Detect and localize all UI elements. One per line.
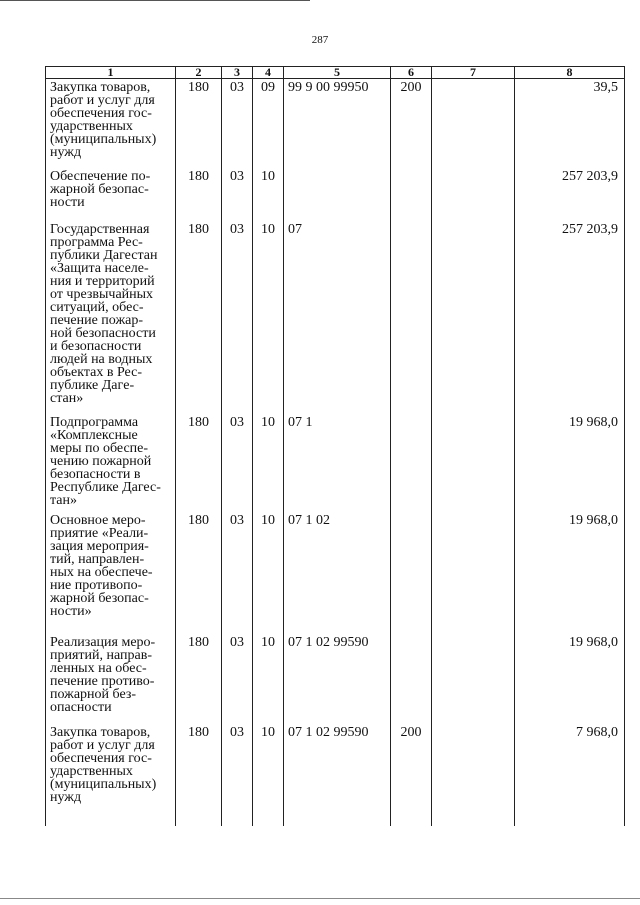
row-code-4: 10 (253, 512, 284, 634)
scan-border-bottom (0, 898, 640, 899)
row-code-3: 03 (222, 221, 253, 414)
row-value-8: 19 968,0 (515, 634, 625, 724)
table-row (46, 221, 625, 414)
row-name: Закупка товаров, работ и услуг для обеспечения гос- ударственных (муниципальных) нужд (46, 724, 176, 826)
row-name: Реализация меро- приятий, направ- ленных на обес- печение противо- пожарной без- опасности (46, 634, 176, 724)
row-name: Основное меро- приятие «Реали- зация мероприя- тий, направлен- ных на обеспече- ние противопо- жарной безопас- ности» (46, 512, 176, 634)
row-code-5: 99 9 00 99950 (284, 79, 391, 168)
row-name: Государственная программа Рес- публики Дагестан «Защита населе- ния и территорий от чрезвычайных ситуаций, обес- печение пожар- ной безопасности и безопасности людей на водных объектах в Рес- публике Дагe- стан» (46, 221, 176, 414)
row-value-8: 257 203,9 (515, 168, 625, 221)
row-code-5: 07 (284, 221, 391, 414)
row-code-6 (391, 512, 432, 634)
row-code-5: 07 1 02 99590 (284, 724, 391, 826)
table-row (46, 634, 625, 724)
row-code-3: 03 (222, 79, 253, 168)
row-code-5: 07 1 02 99590 (284, 634, 391, 724)
row-value-7 (432, 168, 515, 221)
row-code-2: 180 (176, 512, 222, 634)
row-code-3: 03 (222, 414, 253, 512)
row-code-3: 03 (222, 168, 253, 221)
column-header-7: 7 (432, 67, 515, 79)
row-code-2: 180 (176, 221, 222, 414)
row-code-6 (391, 221, 432, 414)
column-header-6: 6 (391, 67, 432, 79)
row-value-7 (432, 414, 515, 512)
table-row (46, 724, 625, 826)
table-row (46, 512, 625, 634)
row-code-5: 07 1 02 (284, 512, 391, 634)
budget-table (45, 66, 625, 826)
row-code-6: 200 (391, 79, 432, 168)
row-code-5 (284, 168, 391, 221)
row-value-7 (432, 724, 515, 826)
row-value-7 (432, 634, 515, 724)
column-header-3: 3 (222, 67, 253, 79)
row-code-4: 10 (253, 221, 284, 414)
row-value-8: 7 968,0 (515, 724, 625, 826)
table-row (46, 414, 625, 512)
column-header-8: 8 (515, 67, 625, 79)
row-code-5: 07 1 (284, 414, 391, 512)
column-header-1: 1 (46, 67, 176, 79)
row-value-7 (432, 512, 515, 634)
table-row (46, 168, 625, 221)
row-value-8: 19 968,0 (515, 512, 625, 634)
table-row (46, 79, 625, 168)
row-value-8: 19 968,0 (515, 414, 625, 512)
table-header-row (46, 67, 625, 79)
row-value-8: 39,5 (515, 79, 625, 168)
row-value-7 (432, 79, 515, 168)
row-code-2: 180 (176, 634, 222, 724)
row-code-2: 180 (176, 79, 222, 168)
row-code-2: 180 (176, 414, 222, 512)
row-code-6 (391, 168, 432, 221)
row-name: Закупка товаров, работ и услуг для обеспечения гос- ударственных (муниципальных) нужд (46, 79, 176, 168)
scan-border-top (0, 0, 310, 1)
page-number: 287 (311, 34, 329, 46)
row-code-6: 200 (391, 724, 432, 826)
row-value-8: 257 203,9 (515, 221, 625, 414)
row-code-4: 10 (253, 634, 284, 724)
row-code-6 (391, 634, 432, 724)
row-code-4: 10 (253, 724, 284, 826)
column-header-5: 5 (284, 67, 391, 79)
row-code-3: 03 (222, 634, 253, 724)
row-code-3: 03 (222, 724, 253, 826)
column-header-4: 4 (253, 67, 284, 79)
row-code-4: 10 (253, 168, 284, 221)
row-value-7 (432, 221, 515, 414)
column-header-2: 2 (176, 67, 222, 79)
row-name: Подпрограмма «Комплексные меры по обеспе- чению пожарной безопасности в Республике Дагес- тан» (46, 414, 176, 512)
row-code-4: 09 (253, 79, 284, 168)
row-code-2: 180 (176, 168, 222, 221)
row-name: Обеспечение по- жарной безопас- ности (46, 168, 176, 221)
row-code-6 (391, 414, 432, 512)
row-code-3: 03 (222, 512, 253, 634)
row-code-2: 180 (176, 724, 222, 826)
row-code-4: 10 (253, 414, 284, 512)
